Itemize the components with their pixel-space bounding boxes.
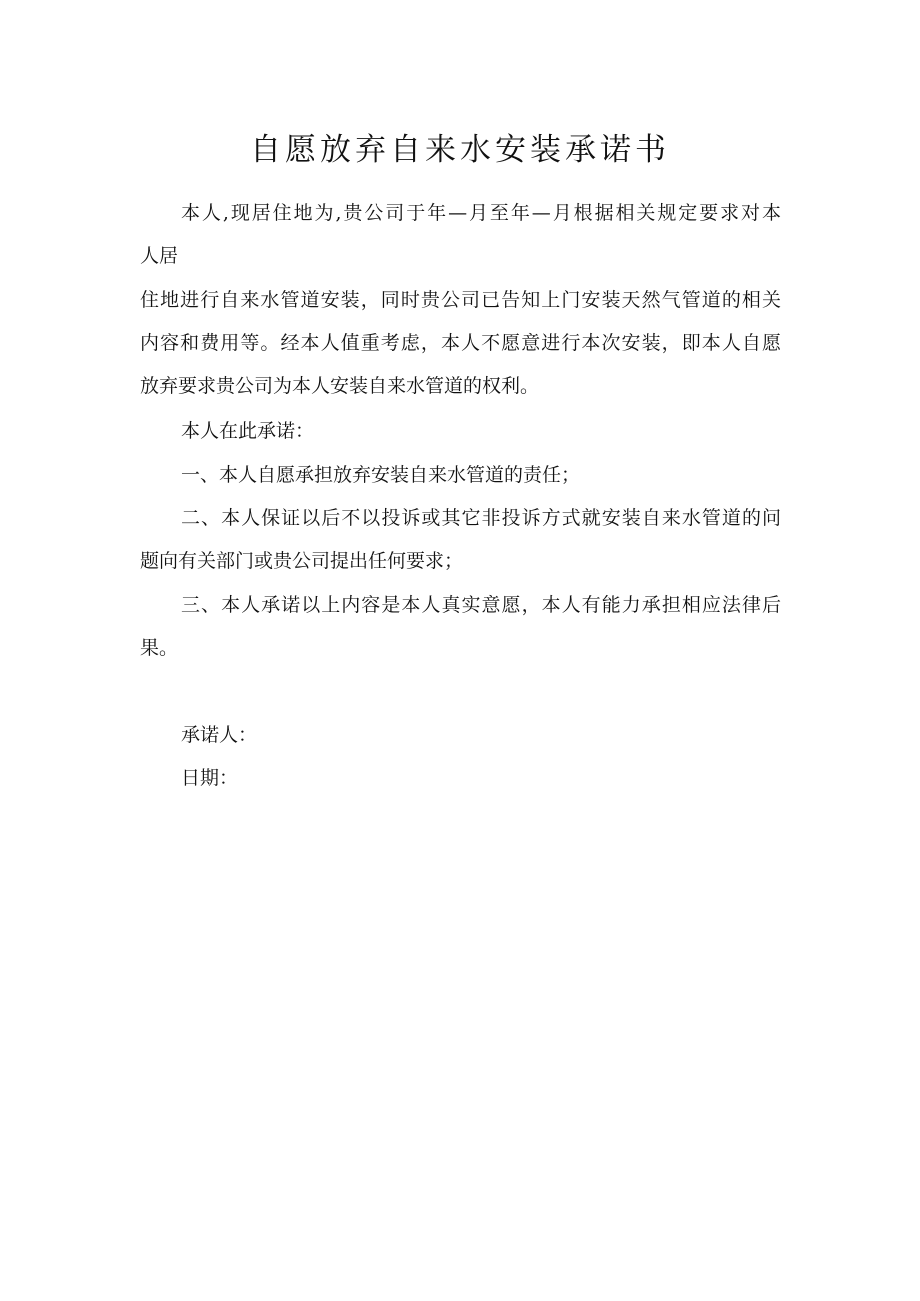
promise-item-2-line-2: 题向有关部门或贵公司提出任何要求； bbox=[140, 550, 464, 572]
paragraph-1-line-1: 本人,现居住地为,贵公司于年—月至年—月根据相关规定要求对本 bbox=[181, 202, 781, 224]
promise-intro: 本人在此承诺： bbox=[181, 420, 315, 442]
date-label: 日期： bbox=[181, 767, 239, 789]
promise-item-1: 一、本人自愿承担放弃安装自来水管道的责任； bbox=[181, 464, 581, 486]
promise-item-2-line-1: 二、本人保证以后不以投诉或其它非投诉方式就安装自来水管道的问 bbox=[181, 507, 781, 529]
promise-item-3-line-1: 三、本人承诺以上内容是本人真实意愿，本人有能力承担相应法律后 bbox=[181, 594, 781, 616]
document-title: 自愿放弃自来水安装承诺书 bbox=[250, 132, 670, 168]
paragraph-1-line-4: 内容和费用等。经本人值重考虑，本人不愿意进行本次安装，即本人自愿 bbox=[140, 332, 781, 354]
paragraph-1-line-3: 住地进行自来水管道安装，同时贵公司已告知上门安装天然气管道的相关 bbox=[140, 289, 781, 311]
promise-item-3-line-2: 果。 bbox=[140, 637, 179, 659]
signer-label: 承诺人： bbox=[181, 724, 258, 746]
paragraph-1-line-2: 人居 bbox=[140, 245, 179, 267]
paragraph-1-line-5: 放弃要求贵公司为本人安装自来水管道的权利。 bbox=[140, 375, 540, 397]
